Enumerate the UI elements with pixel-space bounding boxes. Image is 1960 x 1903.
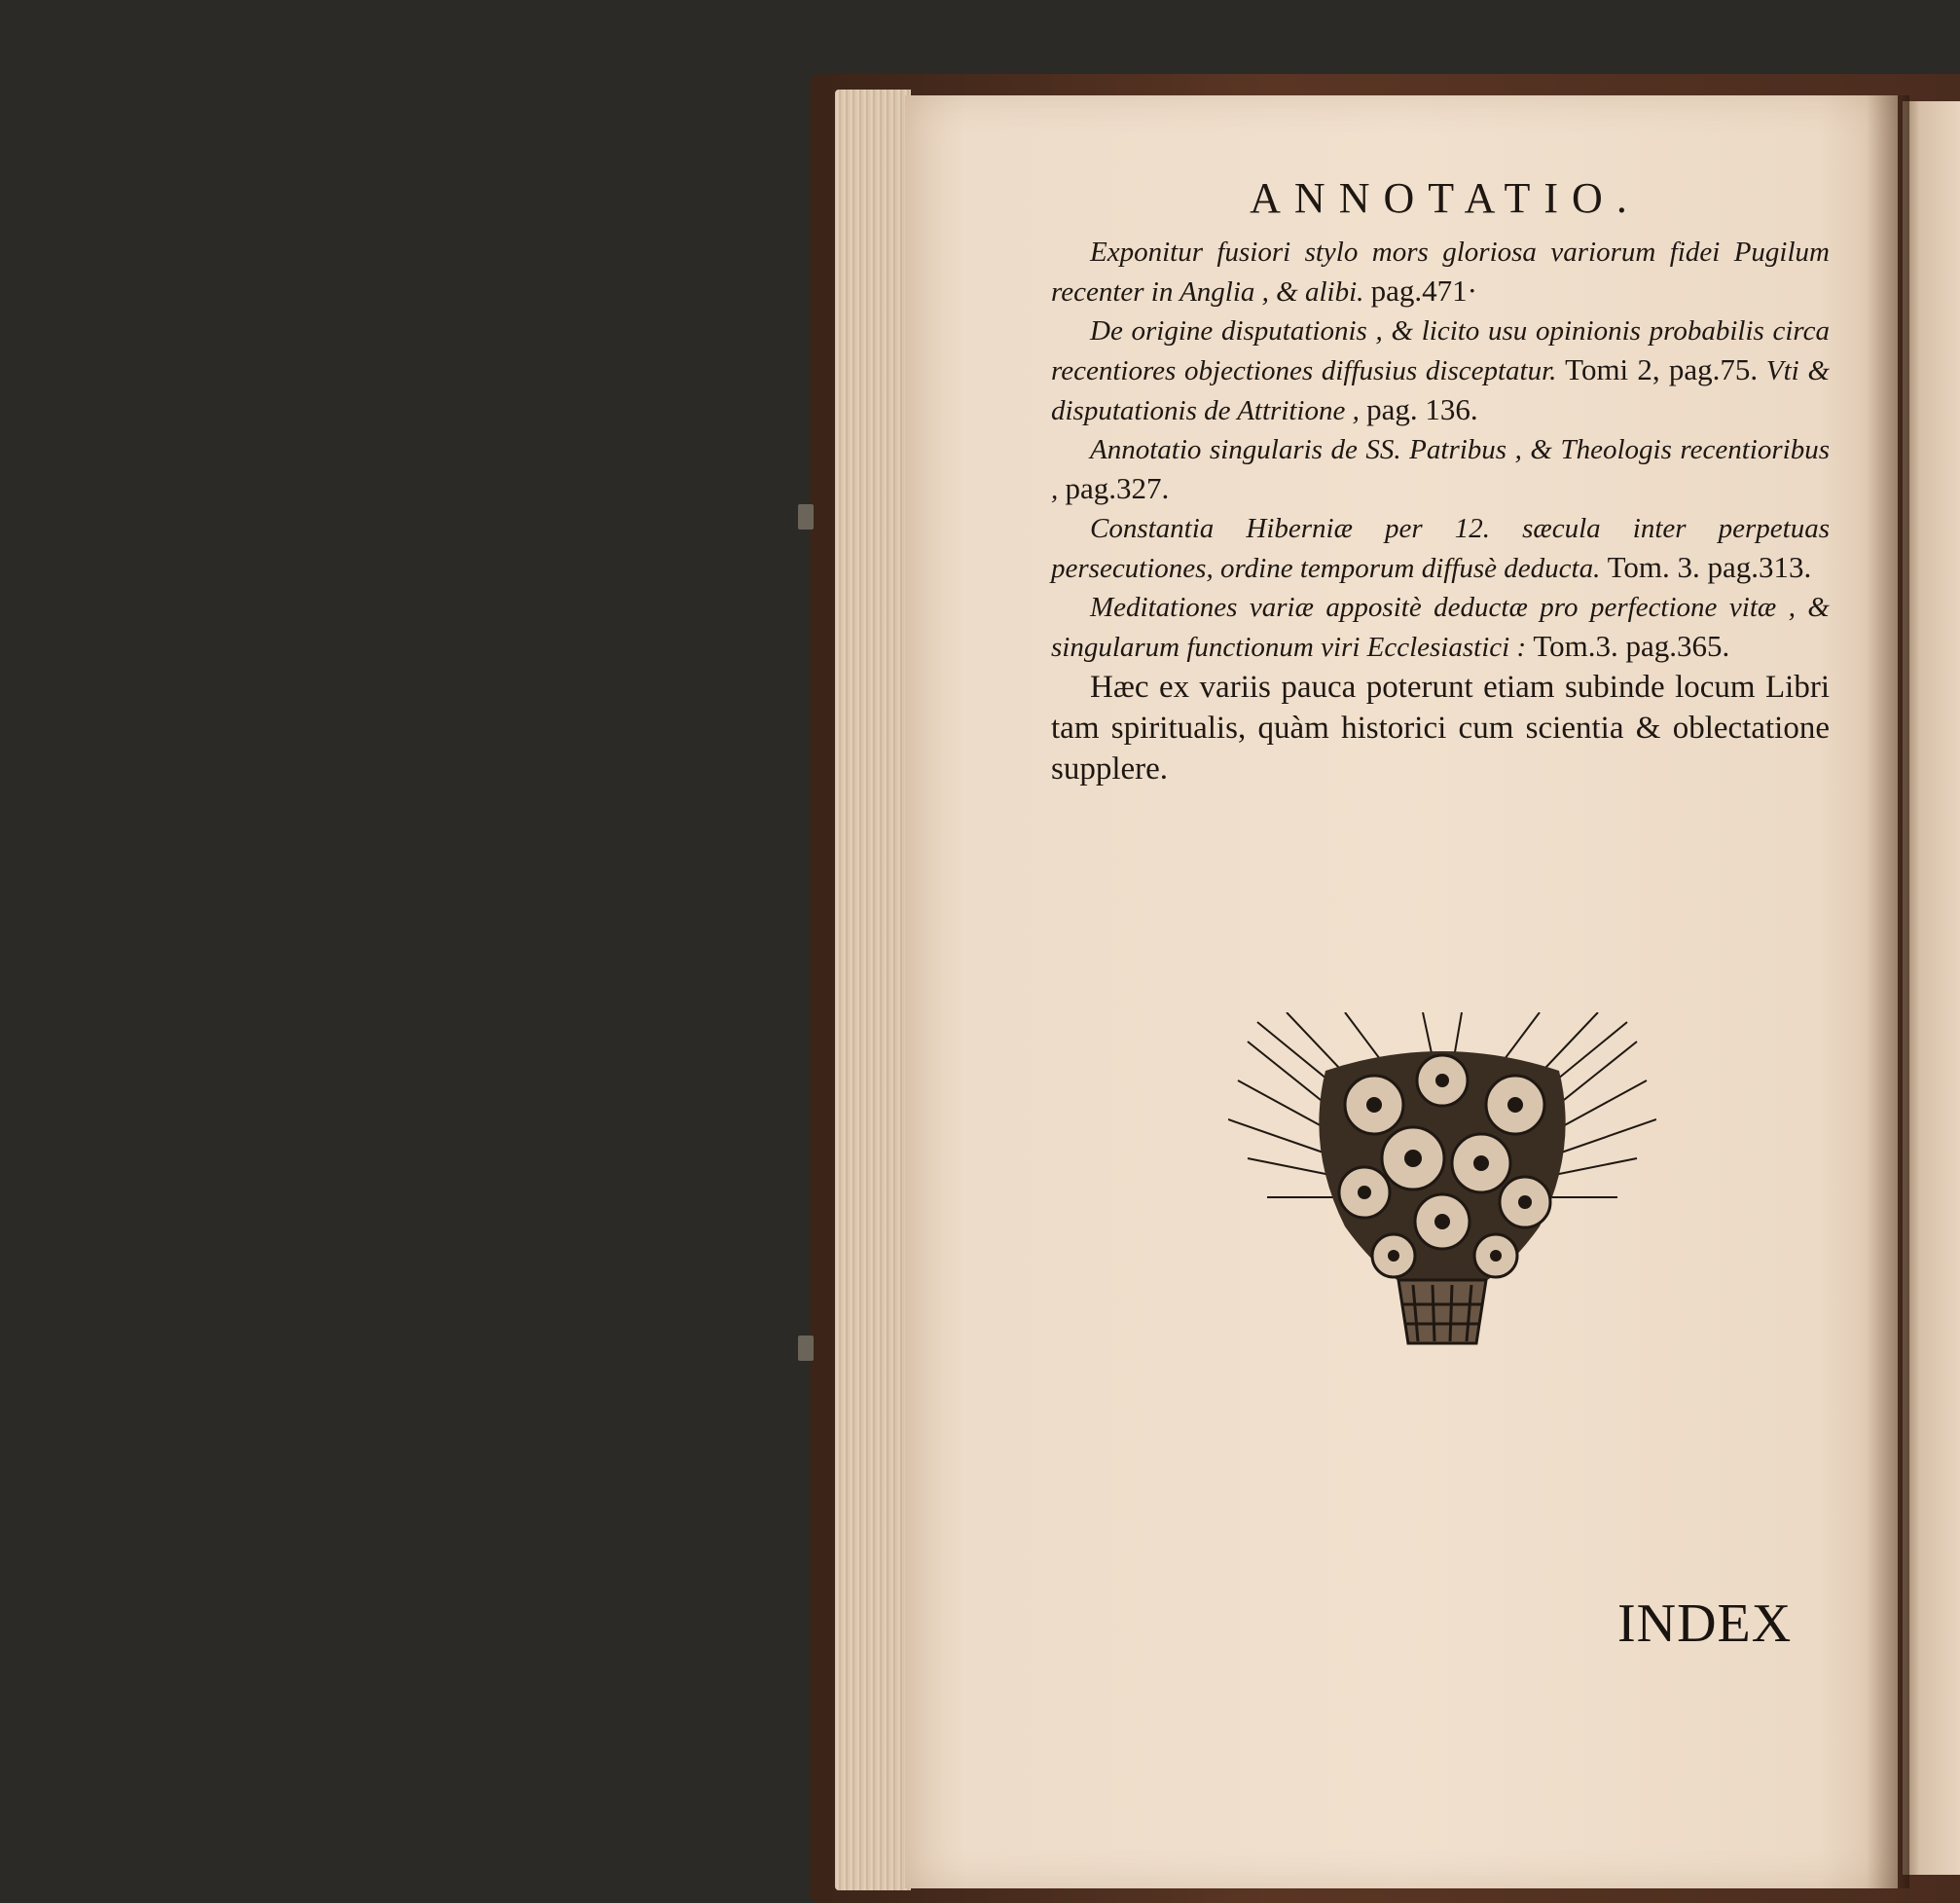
entry-reference: Tom.3. pag.365. [1533, 629, 1730, 663]
page-gutter [1867, 95, 1909, 1888]
annotation-entry [1051, 588, 1830, 667]
annotation-entry [1051, 311, 1830, 430]
entry-reference: pag. 136. [1366, 392, 1478, 426]
cover-clasp [798, 504, 814, 530]
closing-paragraph: Hæc ex variis pauca poterunt etiam subinde locum Libri tam spiritualis, quàm historici cum scientia & oblectatione supplere. [1051, 670, 1830, 787]
entry-text: Exponitur fusiori stylo mors gloriosa variorum fidei Pugilum recenter in Anglia , & alibi. [1051, 237, 1830, 308]
entry-text: Meditationes variæ appositè deductæ pro perfectione vitæ , & singularum functionum viri Ecclesiastici : [1051, 592, 1830, 663]
facing-page [1903, 101, 1960, 1875]
cover-clasp [798, 1336, 814, 1361]
entry-reference: Tom. 3. pag.313. [1607, 550, 1812, 584]
entry-reference: Tomi 2, pag.75. [1565, 352, 1759, 386]
entry-text: Vti & disputationis de Attritione , [1051, 355, 1831, 426]
flower-basket-woodcut-icon [1228, 1012, 1656, 1353]
entry-reference: pag.327. [1065, 471, 1170, 505]
page-stack-edge [835, 90, 911, 1890]
entry-reference: pag.471· [1370, 274, 1477, 308]
entry-text: De origine disputationis , & licito usu opinionis probabilis circa recentiores objectiones diffusius disceptatur. [1051, 315, 1830, 386]
annotation-entry [1051, 430, 1830, 509]
annotation-entry [1051, 509, 1830, 588]
page-text-block [1051, 173, 1830, 789]
annotation-entry [1051, 233, 1830, 311]
entry-text: Constantia Hiberniæ per 12. sæcula inter perpetuas persecutiones, ordine temporum diffusè deducta. [1051, 513, 1830, 584]
entry-text: Annotatio singularis de SS. Patribus , & Theologis recentioribus , [1051, 434, 1830, 505]
page-heading: ANNOTATIO. [1250, 174, 1641, 222]
catchword: INDEX [1617, 1593, 1793, 1654]
